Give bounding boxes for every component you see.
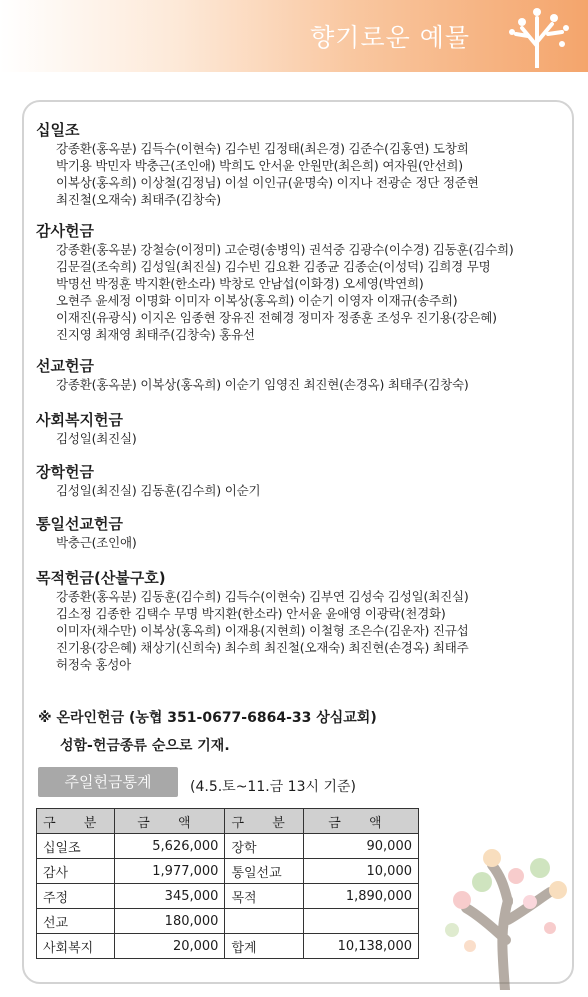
section-mission: [36, 356, 469, 393]
table-row: [37, 859, 419, 884]
header-cell: 구 분: [37, 809, 115, 834]
table-header-row: [37, 809, 419, 834]
donor-list: [56, 534, 137, 551]
amount-cell: 5,626,000: [115, 834, 225, 859]
amount-cell: 10,000: [303, 859, 418, 884]
category-cell: 통일선교: [225, 859, 303, 884]
section-title: 감사헌금: [36, 222, 94, 240]
header-cell: 금 액: [115, 809, 225, 834]
category-cell: 장학: [225, 834, 303, 859]
donor-line: 강종환(홍옥분) 이복상(홍옥희) 이순기 임영진 최진현(손경옥) 최태주(김창숙): [56, 377, 469, 392]
table-row: [37, 934, 419, 959]
donor-list: [56, 430, 137, 447]
section-purpose: [36, 568, 469, 673]
donor-line: 진기용(강은혜) 채상기(신희숙) 최수희 최진철(오재숙) 최진현(손경옥) 최태주: [56, 640, 469, 655]
amount-cell: 180,000: [115, 909, 225, 934]
amount-cell: 1,890,000: [303, 884, 418, 909]
category-cell: 사회복지: [37, 934, 115, 959]
header-cell: 구 분: [225, 809, 303, 834]
header-banner: [0, 0, 588, 72]
amount-cell: 1,977,000: [115, 859, 225, 884]
category-cell: 주정: [37, 884, 115, 909]
donor-line: 이재진(유광식) 이지온 임종현 장유진 전혜경 정미자 정종훈 조성우 진기용(강은혜): [56, 310, 497, 325]
donor-line: 진지영 최재영 최태주(김창숙) 홍유선: [56, 327, 255, 342]
section-welfare: [36, 410, 137, 447]
amount-cell: 10,138,000: [303, 934, 418, 959]
donor-list: [56, 376, 469, 393]
tree-icon: [500, 6, 574, 68]
category-cell: 십일조: [37, 834, 115, 859]
notice-instruction: 성함-헌금종류 순으로 기재.: [60, 738, 230, 754]
section-title: 통일선교헌금: [36, 515, 123, 533]
donor-line: 강종환(홍옥분) 김동훈(김수희) 김득수(이현숙) 김부연 김성숙 김성일(최진실): [56, 589, 469, 604]
section-scholarship: [36, 462, 260, 499]
table-row: [37, 909, 419, 934]
section-unification: [36, 514, 137, 551]
donor-line: 김문걸(조숙희) 김성일(최진실) 김수빈 김요환 김종균 김종순(이성덕) 김희경 무명: [56, 259, 491, 274]
section-title: 선교헌금: [36, 357, 94, 375]
table-row: [37, 884, 419, 909]
table-row: [37, 834, 419, 859]
donor-line: 김소정 김종한 김택수 무명 박지환(한소라) 안서윤 윤애영 이광락(천경화): [56, 606, 446, 621]
category-cell: [225, 909, 303, 934]
category-cell: 합계: [225, 934, 303, 959]
amount-cell: 90,000: [303, 834, 418, 859]
amount-cell: 345,000: [115, 884, 225, 909]
donor-line: 박명선 박정훈 박지환(한소라) 박창로 안남섭(이화경) 오세영(박연희): [56, 276, 424, 291]
donor-line: 허정숙 홍성아: [56, 657, 132, 672]
donor-line: 이미자(채수만) 이복상(홍옥희) 이재용(지현희) 이철형 조은수(김운자) 진규섭: [56, 623, 469, 638]
donor-line: 최진철(오재숙) 최태주(김창숙): [56, 192, 221, 207]
donor-line: 이복상(홍옥희) 이상철(김정님) 이설 이인규(윤명숙) 이지나 전광순 정단 정준현: [56, 175, 479, 190]
donor-line: 오현주 윤세정 이명화 이미자 이복상(홍옥희) 이순기 이영자 이재규(송주희): [56, 293, 458, 308]
section-tithe: [36, 120, 479, 208]
donor-line: 김성일(최진실) 김동훈(김수희) 이순기: [56, 483, 261, 498]
category-cell: 선교: [37, 909, 115, 934]
donor-list: [56, 482, 260, 499]
section-title: 사회복지헌금: [36, 411, 123, 429]
donor-line: 박충근(조인애): [56, 535, 137, 550]
amount-cell: 20,000: [115, 934, 225, 959]
stats-period: (4.5.토~11.금 13시 기준): [190, 779, 356, 795]
page-title: 향기로운 예물: [310, 23, 470, 52]
section-thanksgiving: [36, 221, 514, 343]
section-title: 목적헌금(산불구호): [36, 569, 166, 587]
amount-cell: [303, 909, 418, 934]
online-offering-notice: ※ 온라인헌금 (농협 351-0677-6864-33 상심교회): [38, 710, 377, 726]
header-cell: 금 액: [303, 809, 418, 834]
weekly-stats-label: 주일헌금통계: [38, 767, 178, 797]
donor-line: 김성일(최진실): [56, 431, 137, 446]
section-title: 장학헌금: [36, 463, 94, 481]
donor-line: 강종환(홍옥분) 강철승(이정미) 고순령(송병익) 권석중 김광수(이수경) 김동훈(김수희): [56, 242, 514, 257]
donor-list: [56, 241, 514, 343]
category-cell: 감사: [37, 859, 115, 884]
donor-line: 강종환(홍옥분) 김득수(이현숙) 김수빈 김정태(최은경) 김준수(김홍연) 도창희: [56, 141, 469, 156]
donor-list: [56, 588, 469, 673]
donor-line: 박기용 박민자 박충근(조인애) 박희도 안서윤 안원만(최은희) 여자원(안선희): [56, 158, 463, 173]
donor-list: [56, 140, 479, 208]
decorative-tree-illustration: [430, 830, 580, 990]
offering-stats-table: [36, 808, 419, 959]
section-title: 십일조: [36, 121, 80, 139]
category-cell: 목적: [225, 884, 303, 909]
